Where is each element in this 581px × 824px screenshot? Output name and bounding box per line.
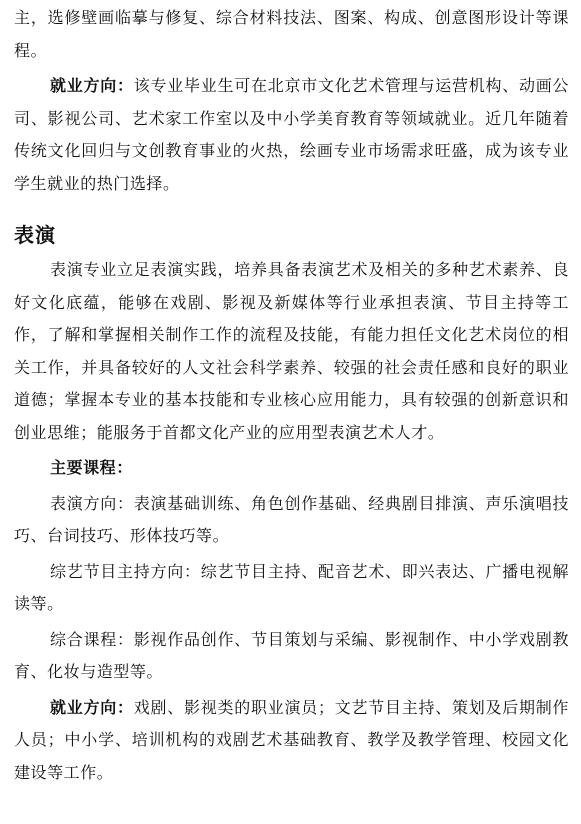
performance-employment-text: 戏剧、影视类的职业演员；文艺节目主持、策划及后期制作人员；中小学、培训机构的戏剧艺术基础教育、教学及教学管理、校园文化建设等工作。 <box>14 697 569 782</box>
painting-employment-paragraph <box>14 70 569 200</box>
document-page <box>14 2 569 789</box>
painting-employment-text: 该专业毕业生可在北京市文化艺术管理与运营机构、动画公司、影视公司、艺术家工作室以及中小学美育教育等领域就业。近几年随着传统文化回归与文创教育事业的火热，绘画专业市场需求旺盛，成为该专业学生就业的热门选择。 <box>14 76 569 193</box>
intro-continuation-paragraph: 主，选修壁画临摹与修复、综合材料技法、图案、构成、创意图形设计等课程。 <box>14 8 569 60</box>
course-paragraph-general: 综合课程：影视作品创作、节目策划与采编、影视制作、中小学戏剧教育、化妆与造型等。 <box>14 629 569 681</box>
course-paragraph-hosting: 综艺节目主持方向：综艺节目主持、配音艺术、即兴表达、广播电视解读等。 <box>14 561 569 613</box>
painting-employment-label: 就业方向： <box>50 76 134 95</box>
performance-description-paragraph: 表演专业立足表演实践，培养具备表演艺术及相关的多种艺术素养、良好文化底蕴，能够在戏剧、影视及新媒体等行业承担表演、节目主持等工作，了解和掌握相关制作工作的流程及技能，有能力担任文化艺术岗位的相关工作，并具备较好的人文社会科学素养、较强的社会责任感和良好的职业道德；掌握本专业的基本技能和专业核心应用能力，具有较强的创新意识和创业思维；能服务于首都文化产业的应用型表演艺术人才。 <box>14 260 569 442</box>
performance-employment-paragraph <box>14 692 569 790</box>
performance-heading: 表演 <box>14 223 56 247</box>
course-paragraph-acting: 表演方向：表演基础训练、角色创作基础、经典剧目排演、声乐演唱技巧、台词技巧、形体技巧等。 <box>14 493 569 545</box>
performance-employment-label: 就业方向： <box>50 697 134 717</box>
main-courses-label: 主要课程： <box>50 458 133 477</box>
